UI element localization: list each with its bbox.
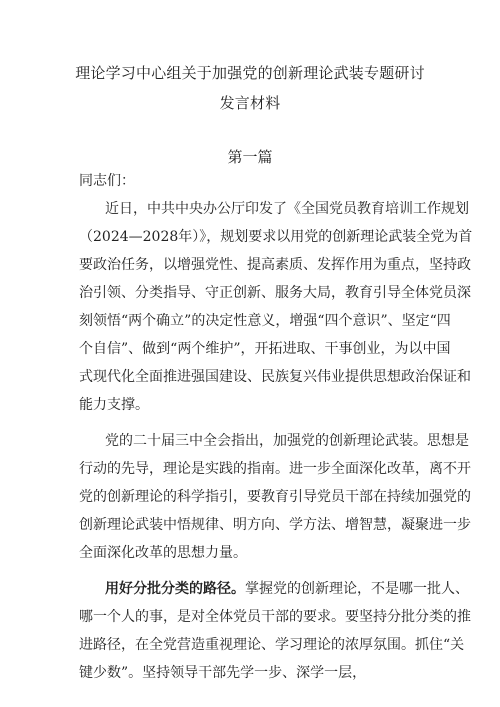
paragraph-1-line: 治引领、分类指导、守正创新、服务大局，教育引导全体党员深 — [79, 285, 471, 301]
document-title: 理论学习中心组关于加强党的创新理论武装专题研讨 — [75, 64, 425, 82]
paragraph-2-line: 党的二十届三中全会指出，加强党的创新理论武装。思想是 — [105, 433, 469, 449]
paragraph-1-line: （2024—2028年）》，规划要求以用党的创新理论武装全党为首 — [79, 229, 473, 245]
paragraph-1-line: 式现代化全面推进强国建设、民族复兴伟业提供思想政治保证和 — [79, 369, 471, 385]
paragraph-2-line: 全面深化改革的思想力量。 — [79, 545, 247, 561]
paragraph-2-line: 党的创新理论的科学指引，要教育引导党员干部在持续加强党的 — [79, 489, 471, 505]
paragraph-1-line: 能力支撑。 — [79, 397, 149, 413]
paragraph-1-line: 刻领悟“两个确立”的决定性意义，增强“四个意识”、坚定“四 — [79, 313, 451, 329]
paragraph-3-line: 掌握党的创新理论，不是哪一批人、 — [245, 581, 469, 597]
section-heading: 第一篇 — [227, 148, 273, 166]
paragraph-2-line: 行动的先导，理论是实践的指南。进一步全面深化改革，离不开 — [79, 461, 471, 477]
paragraph-3-line: 进路径，在全党营造重视理论、学习理论的浓厚氛围。抓住“关 — [79, 637, 465, 653]
paragraph-3-lead: 用好分批分类的路径。 — [105, 581, 245, 597]
paragraph-3-first-line — [105, 581, 469, 597]
greeting: 同志们： — [79, 173, 135, 189]
paragraph-1-line: 要政治任务，以增强党性、提高素质、发挥作用为重点，坚持政 — [79, 257, 471, 273]
paragraph-3-line: 哪一个人的事，是对全体党员干部的要求。要坚持分批分类的推 — [79, 609, 471, 625]
paragraph-1-line: 个自信”、做到“两个维护”，开拓进取、干事创业，为以中国 — [79, 341, 451, 357]
paragraph-1-line: 近日，中共中央办公厅印发了《全国党员教育培训工作规划 — [105, 201, 469, 217]
paragraph-2-line: 创新理论武装中悟规律、明方向、学方法、增智慧，凝聚进一步 — [79, 517, 471, 533]
document-subtitle: 发言材料 — [219, 94, 281, 112]
paragraph-3-line: 键少数”。坚持领导干部先学一步、深学一层， — [79, 665, 367, 681]
